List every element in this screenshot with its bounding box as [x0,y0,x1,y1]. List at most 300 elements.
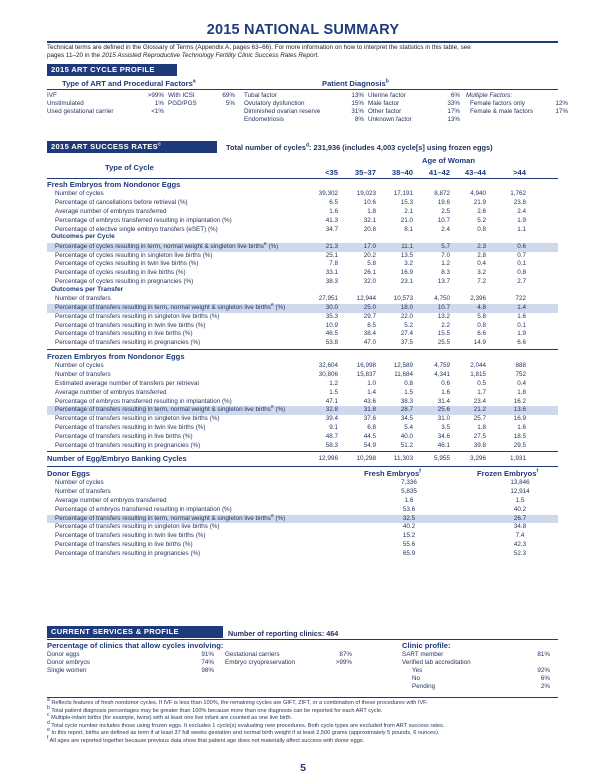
row-label: Average number of embryos transferred [55,208,167,215]
service-value: >99% [335,659,352,666]
sart-label: SART member [402,651,444,658]
frozen-row [47,415,558,424]
cell-value: 1.6 [329,208,338,215]
diagnosis-value: 13% [351,92,364,99]
cell-value: 14.9 [473,339,486,347]
sart-value: 81% [537,651,550,658]
verified-label: Verified lab accreditation [402,659,471,666]
cell-value: 11,684 [394,371,413,379]
row-label: Percentage of transfers resulting in singleton live births (%) [55,312,220,320]
cell-value: 23.4 [473,397,486,405]
cell-value: 11.1 [401,242,413,250]
cell-value: 2.2 [441,321,450,329]
cell-value: 31.4 [437,397,450,405]
cell-value: 53.8 [325,339,338,347]
cell-value: 3.2 [477,269,486,277]
cell-value: 7.8 [329,260,338,268]
diagnosis-value: 8% [354,116,364,123]
verified-option-label: Pending [412,683,436,690]
profile-type-label: PGD/PGS [168,100,197,107]
cell-value: 7.2 [477,278,486,285]
cell-value: 11,303 [393,455,413,463]
cell-value: 1.8 [477,424,486,431]
cell-value: 58.3 [325,441,338,449]
donor-row [47,512,558,524]
profile-type-label: Unstimulated [47,100,84,107]
cell-value: 1.8 [367,208,376,215]
cell-value: 16.9 [400,269,413,277]
cell-value: 13.2 [437,312,450,320]
service-label: Donor eggs [47,651,80,658]
cell-value: 0.8 [517,269,526,277]
donor-row [47,550,558,559]
fresh-value: 53.6 [402,505,416,513]
cell-value: 1.6 [517,424,526,431]
title-rule [47,41,558,43]
banking-row [47,455,558,464]
service-label: Single women [47,667,87,674]
donor-row [47,532,558,541]
age-column-header: <35 [325,168,338,177]
cell-value: 37.5 [400,339,413,347]
cell-value: 1.6 [441,388,450,396]
cell-value: 10.7 [437,304,450,311]
row-label: Percentage of transfers resulting in term, normal weight & singleton live births$^e$ (%) [55,301,286,311]
frozen-value: 12,914 [510,488,530,496]
cell-value: 15.3 [400,199,413,207]
row-label: Percentage of transfers resulting in live births (%) [55,541,193,548]
divider [47,466,558,467]
divider [47,349,558,350]
frozen-embryos-title: Frozen Embryos from Nondonor Eggs [47,352,185,361]
frozen-value: 13,846 [510,479,530,487]
frozen-row [47,442,558,451]
cell-value: 6.5 [329,199,338,207]
row-label: Percentage of cancellations before retrieval (%) [55,199,188,207]
cell-value: 18.5 [513,432,526,440]
diagnosis-label: Ovulatory dysfunction [244,100,305,107]
cell-value: 34.5 [400,415,413,423]
row-label: Percentage of embryos transferred resulting in implantation (%) [55,397,232,405]
age-column-header: 35–37 [354,168,376,177]
donor-row [47,497,558,506]
cell-value: 39.8 [473,441,486,449]
transfer-outcome-row [47,339,558,348]
total-cycles: Total number of cycles$^d$: 231,936 (includes 4,003 cycle[s] using frozen eggs) [226,142,493,152]
donor-row [47,488,558,497]
fresh-value: 55.6 [402,541,416,548]
cell-value: 17,191 [393,190,413,198]
cell-value: 0.7 [517,251,526,259]
row-label: Percentage of cycles resulting in live births (%) [55,269,186,277]
cell-value: 4,750 [434,295,450,303]
profile-type-value: >99% [147,92,164,99]
diagnosis-value: 31% [351,108,364,115]
fresh-value: 40.2 [402,523,416,531]
cell-value: 27,951 [318,295,338,303]
cell-value: 47.1 [325,397,338,405]
cell-value: 29.5 [513,441,526,449]
cell-value: 0.6 [517,242,526,250]
cell-value: 1.6 [517,312,526,320]
type-of-cycle-header: Type of Cycle [105,163,154,172]
diagnosis-label: Unknown factor [368,116,412,123]
cell-value: 0.1 [517,260,526,268]
cell-value: 1.1 [517,225,526,233]
fresh-row [47,226,558,235]
row-label: Percentage of transfers resulting in pregnancies (%) [55,441,201,449]
cell-value: 8.1 [404,225,413,233]
cell-value: 19,023 [356,190,376,198]
footnote-marker: a [47,697,50,704]
cell-value: 30,806 [318,371,338,379]
footnote-marker: f [47,735,49,742]
cell-value: 0.4 [517,380,526,387]
cell-value: 0.8 [404,380,413,387]
frozen-row [47,433,558,442]
type-art-header: Type of ART and Procedural Factors$^a$ [62,78,196,88]
success-rates-header: 2015 ART SUCCESS RATES$^c$ [47,141,217,153]
cell-value: 43.6 [363,397,376,405]
footnote-marker: e [263,240,267,247]
fresh-embryos-header: Fresh Embryos$^f$ [364,468,421,479]
cell-value: 0.4 [477,260,486,268]
service-label: Gestational carriers [225,651,280,658]
cell-value: 1.9 [517,216,526,224]
cell-value: 1,762 [510,190,526,198]
cell-value: 13.6 [513,406,526,414]
profile-rule [47,89,558,90]
cell-value: 8.3 [441,269,450,277]
frozen-value: 42.3 [513,541,527,548]
row-label: Percentage of transfers resulting in twin live births (%) [55,424,206,431]
row-label: Percentage of transfers resulting in twin live births (%) [55,532,206,540]
cell-value: 51.2 [400,441,413,449]
divider [47,451,558,452]
cell-value: 12,589 [393,362,413,370]
cell-value: 32.1 [363,216,376,224]
cell-value: 0.8 [477,225,486,233]
cell-value: 13.7 [437,278,450,285]
age-column-header: 43–44 [464,168,486,177]
donor-row [47,523,558,532]
transfer-outcome-row [47,313,558,322]
transfer-outcome-row [47,322,558,331]
footnote-marker: d [47,719,50,726]
cell-value: 23.1 [400,278,413,285]
profile-type-label: Used gestational carrier [47,108,114,115]
frozen-row [47,406,558,415]
allow-cycles-header: Percentage of clinics that allow cycles involving: [47,641,224,650]
cell-value: 1.9 [517,330,526,338]
verified-option-value: 2% [540,683,550,690]
diagnosis-label: Male factor [368,100,400,107]
frozen-value: 26.7 [513,514,527,522]
verified-option-label: Yes [412,667,423,674]
intro-text [47,44,567,61]
cell-value: 38.4 [363,330,376,338]
cell-value: 1.2 [329,380,338,387]
row-label: Number of transfers [55,488,111,496]
cell-value: 7.0 [441,251,450,259]
banking-label: Number of Egg/Embryo Banking Cycles [47,454,187,464]
frozen-value: 1.5 [515,497,525,504]
cell-value: 38.3 [400,397,413,405]
cell-value: 2.3 [477,242,486,250]
verified-option-value: 92% [537,667,550,674]
cell-value: 41.3 [325,216,338,224]
cell-value: 0.1 [517,321,526,329]
cell-value: 48.7 [325,432,338,440]
cell-value: 1.4 [517,304,526,311]
service-label: Embryo cryopreservation [225,659,295,666]
cell-value: 2.1 [404,208,413,215]
cell-value: 32,604 [318,362,338,370]
row-label: Number of cycles [55,190,104,198]
fresh-row [47,190,558,199]
services-header: CURRENT SERVICES & PROFILE [47,626,223,638]
cell-value: 2.8 [477,251,486,259]
cell-value: 5.4 [404,424,413,431]
cell-value: 30.0 [325,304,338,311]
footnote [47,735,567,745]
cell-value: 722 [515,295,526,303]
fresh-row [47,208,558,217]
age-column-header: 41–42 [428,168,450,177]
cell-value: 1.2 [441,260,450,268]
cell-value: 12,996 [318,455,338,463]
cell-value: 31.8 [363,406,376,414]
cell-value: 16,998 [356,362,376,370]
cell-value: 17.0 [363,242,376,250]
cycle-outcome-row [47,269,558,278]
profile-type-label: IVF [47,92,57,99]
footnote-marker: e [270,404,274,411]
footnote-marker: f [536,468,539,475]
frozen-value: 7.4 [515,532,525,540]
cell-value: 38.3 [325,278,338,285]
cell-value: 8,872 [434,190,450,198]
frozen-value: 40.2 [513,505,527,513]
cell-value: 22.0 [400,312,413,320]
cell-value: 8.5 [367,321,376,329]
cell-value: 37.6 [363,415,376,423]
cell-value: 21.2 [473,406,486,414]
footnote-marker: b [47,704,50,711]
row-label: Average number of embryos transferred [55,388,167,396]
frozen-row [47,371,558,380]
fresh-row [47,199,558,208]
diagnosis-value: 17% [447,108,460,115]
frozen-row [47,424,558,433]
cell-value: 31.0 [437,415,450,423]
multiple-factor-label: Female & male factors [470,108,533,115]
service-value: 91% [201,651,214,658]
age-of-woman-header: Age of Woman [422,156,476,165]
diagnosis-value: 13% [447,116,460,123]
row-label: Number of transfers [55,295,111,303]
fresh-value: 5,835 [401,488,417,496]
cell-value: 3.5 [441,424,450,431]
cell-value: 888 [515,362,526,370]
cell-value: 54.9 [363,441,376,449]
cell-value: 5.2 [404,321,413,329]
footnote-marker: e [270,512,274,519]
cell-value: 1,815 [470,371,486,379]
cell-value: 10,573 [393,295,413,303]
footnote [47,727,567,737]
donor-row [47,506,558,515]
footnote-text: Total patient diagnosis percentages may be greater than 100% because more than one diagnosis can be reported for each ART cycle. [51,707,383,714]
fresh-value: 15.2 [402,532,416,540]
fresh-row [47,217,558,226]
cell-value: 1.4 [367,388,376,396]
footnote-text: Multiple-infant births (for example, twins) with at least one live infant are counted as one live birth. [51,715,293,722]
cycle-profile-header: 2015 ART CYCLE PROFILE [47,64,177,76]
cell-value: 10.9 [325,321,338,329]
row-label: Estimated average number of transfers per retrieval [55,380,199,387]
cell-value: 15.5 [437,330,450,338]
cell-value: 6.8 [367,424,376,431]
footnote-marker: e [270,301,274,308]
cell-value: 10.7 [437,216,450,224]
cell-value: 46.1 [437,441,450,449]
diagnosis-label: Uterine factor [368,92,406,99]
outcomes-per-transfer-title: Outcomes per Transfer [51,285,124,293]
cycle-outcome-row [47,252,558,261]
cell-value: 21.3 [325,242,338,250]
frozen-row [47,362,558,371]
profile-type-value: 5% [225,100,235,107]
row-label: Percentage of cycles resulting in pregnancies (%) [55,278,194,285]
row-label: Percentage of cycles resulting in twin live births (%) [55,260,199,268]
cell-value: 4,940 [470,190,486,198]
row-label: Percentage of transfers resulting in term, normal weight & singleton live births$^e$ (%) [55,512,286,522]
fresh-value: 65.9 [402,549,416,557]
frozen-embryos-header: Frozen Embryos$^f$ [477,468,539,479]
services-rule [47,639,558,640]
reporting-clinics: Number of reporting clinics: 464 [228,629,339,638]
row-label: Percentage of transfers resulting in singleton live births (%) [55,415,220,423]
cell-value: 20.8 [363,225,376,233]
footnote-marker: f [419,468,421,475]
fresh-value: 1.6 [404,497,414,504]
cell-value: 0.8 [477,321,486,329]
row-label: Percentage of transfers resulting in twin live births (%) [55,321,206,329]
cell-value: 18.0 [400,304,413,311]
cycle-outcome-row [47,240,558,252]
page-title: 2015 NATIONAL SUMMARY [206,22,400,38]
cell-value: 25.6 [437,406,450,414]
cell-value: 25.5 [437,339,450,347]
multiple-factors-label: Multiple Factors: [466,92,513,99]
footnote [47,697,567,707]
services-bottom-rule [47,697,558,698]
cell-value: 5.2 [477,216,486,224]
cell-value: 2.4 [517,208,526,215]
footnote-text: Reflects features of fresh nondonor cycles. If IVF is less than 100%, the remaining cycles are GIFT, ZIFT, or a combination of these procedures with IVF. [51,700,428,706]
cell-value: 32.8 [325,406,338,414]
footnote-marker: e [47,727,50,734]
cell-value: 3.2 [404,260,413,268]
cell-value: 12,944 [356,295,376,303]
intro-line2-pre: pages 11–20 in the [47,52,102,60]
page-number: 5 [300,762,306,774]
intro-report-title: 2015 Assisted Reproductive Technology Fertility Clinic Success Rates Report. [101,52,320,60]
frozen-row [47,380,558,389]
transfer-outcome-row [47,295,558,304]
intro-line1: Technical terms are defined in the Glossary of Terms (Appendix A, pages 63–66). For more information on how to interpret the statistics in this table, see [47,44,471,51]
cell-value: 20.2 [363,251,376,259]
footnote-marker: c [47,712,50,719]
cell-value: 25.0 [363,304,376,311]
cell-value: 5.8 [477,312,486,320]
cell-value: 2.4 [441,225,450,233]
cell-value: 39.4 [325,415,338,423]
cell-value: 0.5 [477,380,486,387]
row-label: Percentage of transfers resulting in singleton live births (%) [55,523,220,531]
row-label: Number of cycles [55,479,104,487]
cell-value: 5,955 [434,455,450,463]
cell-value: 19.6 [437,199,450,207]
row-label: Percentage of transfers resulting in live births (%) [55,432,193,440]
frozen-row [47,389,558,398]
cell-value: 6.6 [517,339,526,347]
cell-value: 4,341 [434,371,450,379]
frozen-value: 34.8 [513,523,527,531]
service-label: Donor embryos [47,659,91,666]
cell-value: 21.9 [473,199,486,207]
multiple-factor-value: 12% [555,100,568,107]
row-label: Percentage of cycles resulting in term, normal weight & singleton live births$^e$ (%) [55,240,279,250]
cell-value: 10.6 [363,199,376,207]
row-label: Percentage of embryos transferred resulting in implantation (%) [55,216,232,224]
cell-value: 2,396 [470,295,486,303]
cycle-outcome-row [47,260,558,269]
cell-value: 752 [515,371,526,379]
footnote-text: In this report, births are defined as term if at least 37 full weeks gestation and normal birth weight if at least 2,500 grams (approximately 5 pounds, 6 ounces). [51,730,440,737]
cell-value: 34.6 [437,432,450,440]
row-label: Percentage of transfers resulting in live births (%) [55,330,193,338]
service-value: 74% [201,659,214,666]
row-label: Percentage of transfers resulting in pregnancies (%) [55,549,201,557]
cell-value: 16.9 [513,415,526,423]
cell-value: 1.0 [367,380,376,387]
cell-value: 2.6 [477,208,486,215]
cell-value: 25.1 [325,251,338,259]
diagnosis-label: Endometriosis [244,116,284,123]
cell-value: 4.8 [477,304,486,311]
verified-option-value: 6% [540,675,550,682]
row-label: Percentage of transfers resulting in term, normal weight & singleton live births$^e$ (%) [55,404,286,414]
donor-row [47,541,558,550]
cell-value: 6.6 [477,330,486,338]
cell-value: 26.1 [363,269,376,277]
cell-value: 16.2 [513,397,526,405]
cell-value: 39,302 [318,190,338,198]
cell-value: 1.8 [517,388,526,396]
cell-value: 25.7 [473,415,486,423]
row-label: Percentage of cycles resulting in singleton live births (%) [55,251,213,259]
profile-type-value: <1% [151,108,164,115]
frozen-value: 52.3 [513,549,527,557]
row-label: Number of cycles [55,362,104,370]
cell-value: 9.1 [329,424,338,431]
cell-value: 5.8 [367,260,376,268]
diagnosis-value: 33% [447,100,460,107]
cell-value: 34.7 [325,225,338,233]
cell-value: 4,759 [434,362,450,370]
